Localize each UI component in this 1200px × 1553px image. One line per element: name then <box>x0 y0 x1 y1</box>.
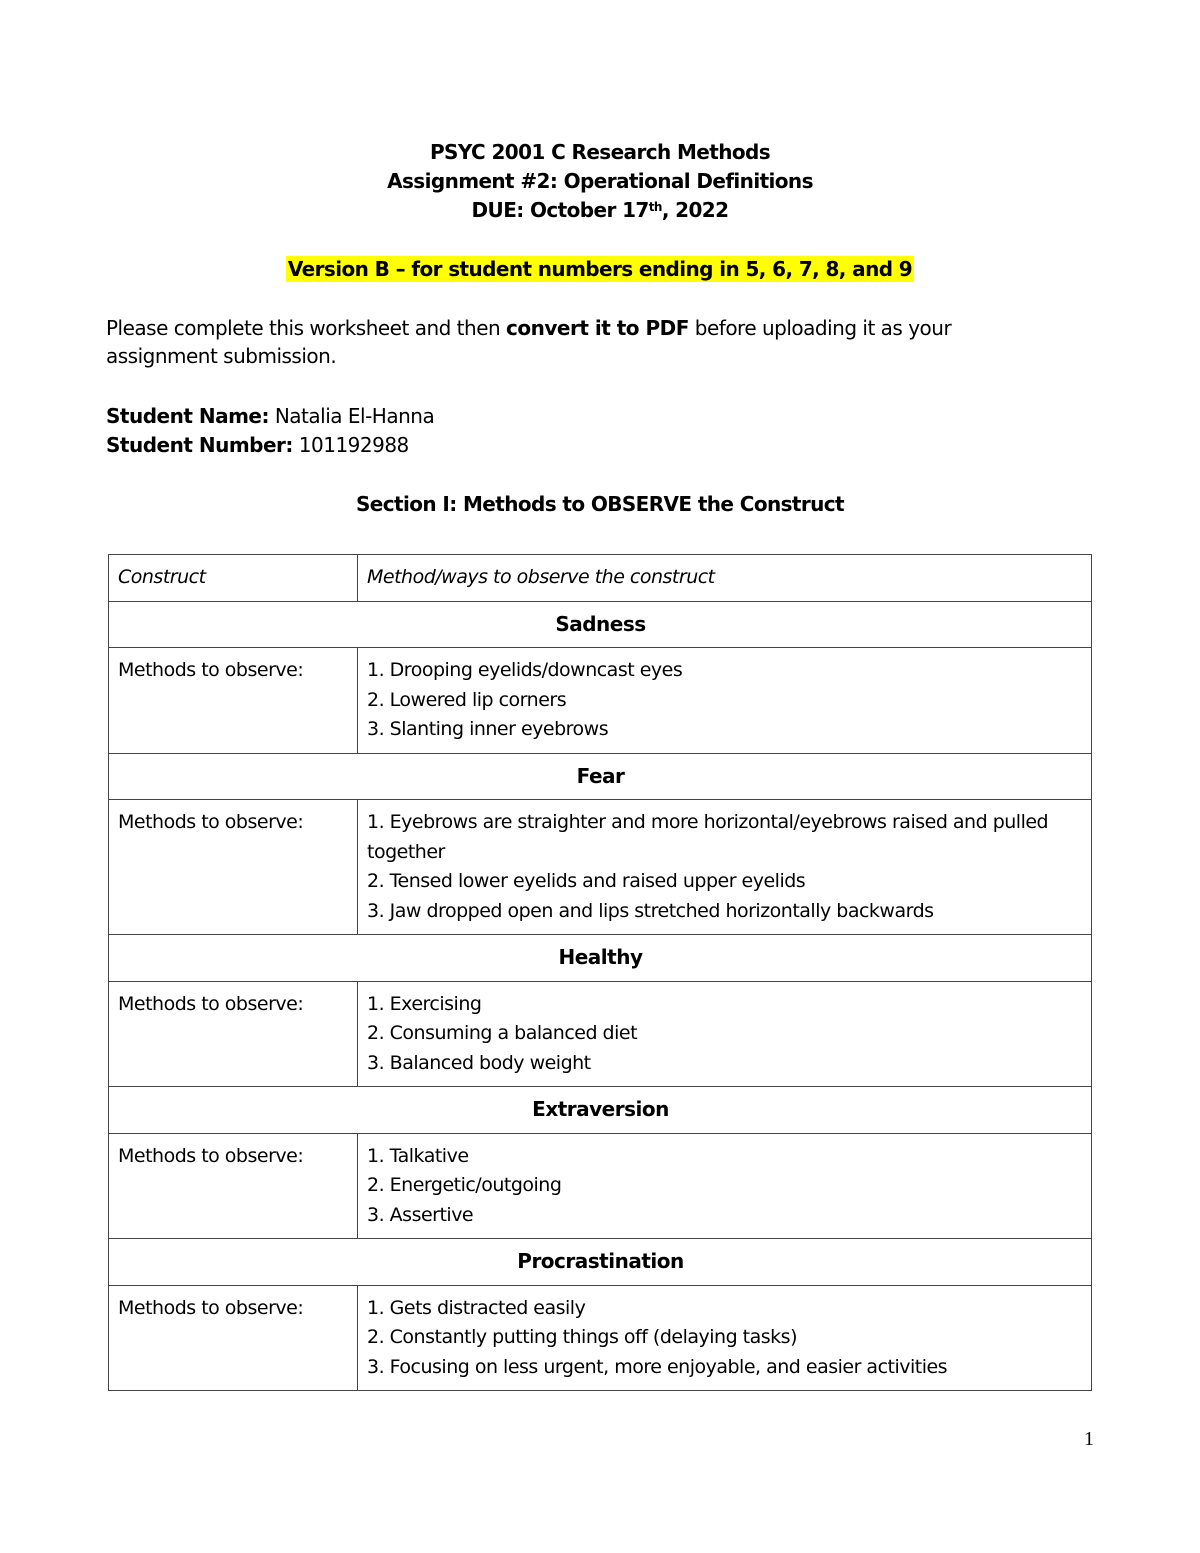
construct-name: Procrastination <box>109 1239 1092 1286</box>
student-name-label: Student Name: <box>106 404 269 428</box>
method-item: 1. Drooping eyelids/downcast eyes <box>367 659 683 681</box>
assignment-title: Assignment #2: Operational Definitions <box>387 169 813 193</box>
instructions-bold: convert it to PDF <box>506 316 689 340</box>
methods-list <box>358 1133 1092 1239</box>
column-header-method: Method/ways to observe the construct <box>358 555 1092 602</box>
methods-row <box>109 800 1092 935</box>
instructions-text-1: Please complete this worksheet and then <box>106 316 507 340</box>
methods-label: Methods to observe: <box>109 1285 358 1391</box>
method-item: 3. Assertive <box>367 1203 474 1226</box>
column-header-construct: Construct <box>109 555 358 602</box>
method-item: 2. Consuming a balanced diet <box>367 1022 638 1044</box>
construct-name: Extraversion <box>109 1087 1092 1134</box>
student-number-label: Student Number: <box>106 433 293 457</box>
method-item: 2. Tensed lower eyelids and raised upper eyelids <box>367 870 806 892</box>
methods-list <box>358 981 1092 1087</box>
student-name-line <box>106 402 434 431</box>
instructions-text-2: before uploading it as your assignment submission. <box>106 316 952 368</box>
method-item: 1. Eyebrows are straighter and more horizontal/eyebrows raised and pulled together <box>367 811 1049 863</box>
method-item: 2. Energetic/outgoing <box>367 1174 562 1196</box>
method-item: 2. Lowered lip corners <box>367 688 567 711</box>
due-date-superscript: th <box>648 200 662 214</box>
construct-name: Sadness <box>109 601 1092 648</box>
method-item: 2. Constantly putting things off (delaying tasks) <box>367 1326 797 1348</box>
construct-row <box>109 753 1092 800</box>
due-date <box>0 196 1200 225</box>
student-number-line <box>106 431 434 460</box>
method-item: 3. Focusing on less urgent, more enjoyable, and easier activities <box>367 1355 948 1378</box>
methods-list <box>358 648 1092 754</box>
methods-list <box>358 1285 1092 1391</box>
student-info <box>106 402 434 460</box>
student-name-value: Natalia El-Hanna <box>268 404 435 428</box>
method-item: 1. Gets distracted easily <box>367 1296 586 1319</box>
construct-row <box>109 1239 1092 1286</box>
methods-row <box>109 1133 1092 1239</box>
methods-row <box>109 648 1092 754</box>
method-item: 3. Balanced body weight <box>367 1051 591 1074</box>
construct-row <box>109 601 1092 648</box>
document-header <box>0 138 1200 225</box>
method-item: 3. Jaw dropped open and lips stretched horizontally backwards <box>367 899 934 922</box>
due-date-prefix: DUE: October 17 <box>471 198 649 222</box>
section-title: Section I: Methods to OBSERVE the Construct <box>355 492 845 516</box>
version-line <box>0 253 1200 285</box>
construct-row <box>109 1087 1092 1134</box>
instructions-paragraph <box>106 314 1066 370</box>
construct-name: Healthy <box>109 935 1092 982</box>
methods-row <box>109 1285 1092 1391</box>
methods-label: Methods to observe: <box>109 800 358 935</box>
version-highlight: Version B – for student numbers ending in 5, 6, 7, 8, and 9 <box>287 257 913 281</box>
methods-label: Methods to observe: <box>109 648 358 754</box>
methods-row <box>109 981 1092 1087</box>
construct-row <box>109 935 1092 982</box>
construct-name: Fear <box>109 753 1092 800</box>
method-item: 3. Slanting inner eyebrows <box>367 718 609 740</box>
method-item: 1. Exercising <box>367 992 482 1015</box>
methods-label: Methods to observe: <box>109 1133 358 1239</box>
course-title: PSYC 2001 C Research Methods <box>429 140 771 164</box>
observation-table <box>108 554 1092 1391</box>
due-date-year: , 2022 <box>661 198 729 222</box>
table-header-row <box>109 555 1092 602</box>
methods-list <box>358 800 1092 935</box>
methods-label: Methods to observe: <box>109 981 358 1087</box>
student-number-value: 101192988 <box>292 433 409 457</box>
method-item: 1. Talkative <box>367 1144 469 1167</box>
page-number: 1 <box>1084 1428 1094 1450</box>
